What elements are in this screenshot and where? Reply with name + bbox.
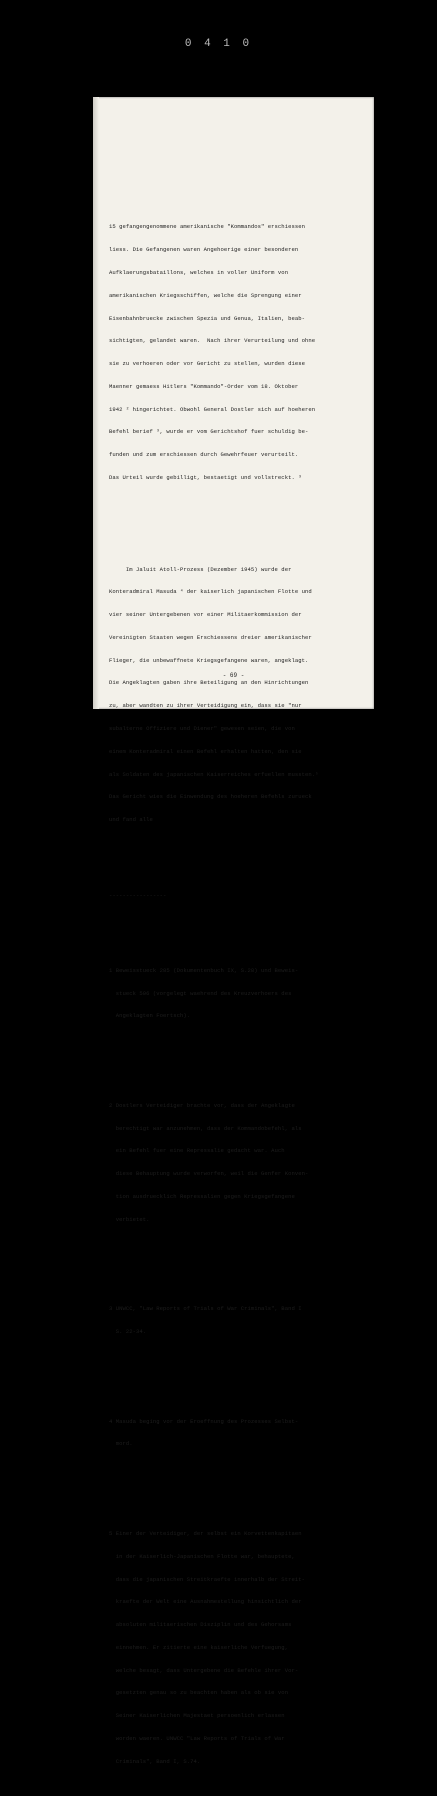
text-line: Im Jaluit Atoll-Prozess (Dezember 1945) wurde der [109,565,292,573]
text-line: vier seiner Untergebenen vor einer Militaerkommission der [109,611,302,619]
text-line: 2 Dostlers Verteidiger brachte vor, dass der Angeklagte [109,1101,295,1109]
text-line: 3 UNWCC, "Law Reports of Trials of War Criminals", Band I [109,1305,302,1313]
text-line: Flieger, die unbewaffnete Kriegsgefangene waren, angeklagt. [109,656,309,664]
text-line: zu, aber wandten zu ihrer Verteidigung ein, dass sie "nur [109,702,302,710]
text-line: amerikanischen Kriegsschiffen, welche die Sprengung einer [109,291,302,299]
text-line: 1 Beweisstueck 285 (Dokumentenbuch IX, S.28) und Beweis- [109,966,299,974]
text-line: sie zu verhoeren oder vor Gericht zu stellen, wurden diese [109,360,305,368]
text-line: 1942 ² hingerichtet. Obwohl General Dostler sich auf hoeheren [109,405,316,413]
footnote-4 [109,1402,364,1463]
text-line: Das Gericht wies die Einwendung des hoeheren Befehls zurueck [109,793,312,801]
text-line: absoluten militaerischen Disziplin und des Gehorsams [109,1621,292,1629]
text-line: gesetzten genau so zu beachten haben als ob sie von [109,1689,289,1697]
text-line: Seiner Kaiserlichen Majestaet persoenlich erlassen [109,1712,285,1720]
text-line: in der Kaiserlich-Japanischen Flotte war, behauptete, [109,1552,295,1560]
text-line: Criminals", Band I, S.74. [109,1757,201,1765]
text-line: funden und zum erschiessen durch Gewehrfeuer verurteilt. [109,451,299,459]
text-line: worden waeren. UNWCC "Law Reports of Trials of War [109,1734,285,1742]
text-line: kraefte der Welt eine Ausnahmestellung hinsichtlich der [109,1598,302,1606]
text-line: verbietet. [109,1215,150,1223]
text-line: diese Behauptung wurde verworfen, weil die Genfer Konven- [109,1170,309,1178]
text-line: ein Befehl fuer eine Repressalie gedacht war. Auch [109,1147,285,1155]
text-line: 5 Einer der Verteidiger, der selbst ein Korvettenkapitaen [109,1529,302,1537]
text-line: 4 Masuda beging vor der Eroeffnung des Prozesses Selbst- [109,1417,299,1425]
paragraph-jaluit-atoll-case [109,550,364,839]
text-line: mord. [109,1440,133,1448]
text-line: Befehl berief ³, wurde er vom Gerichtshof fuer schuldig be- [109,428,309,436]
paragraph-dostler-case [109,208,364,497]
footnote-2 [109,1087,364,1239]
footnote-1 [109,952,364,1036]
text-line: sichtigten, gelandet waren. Nach ihrer Verurteilung und ohne [109,337,316,345]
text-line: dass die japanischen Streitkraefte innerhalb der Streit- [109,1575,305,1583]
text-line: und fand alle [109,816,153,824]
text-line: als Soldaten des japanischen Kaiserreiches erfuellen mussten.⁵ [109,770,319,778]
text-line: Maenner gemaess Hitlers "Kommando"-Order vom 18. Oktober [109,382,299,390]
text-line: berechtigt war anzunehmen, dass der Kommandobefehl, als [109,1124,302,1132]
document-page [93,97,374,1765]
text-line: Angeklagten Foertsch). [109,1012,191,1020]
text-line: subalterne Offiziere und Diener" gewesen seien, die von [109,724,295,732]
footnote-divider: ----------------- [109,892,167,900]
text-line: liess. Die Gefangenen waren Angehoerige einer besonderen [109,246,299,254]
text-line: Eisenbahnbruecke zwischen Spezia und Genua, Italien, beab- [109,314,305,322]
text-line: einnehmen. Er zitierte eine kaiserliche Verfuegung, [109,1643,289,1651]
text-line: tion ausdruecklich Repressalien gegen Kriegsgefangene [109,1193,295,1200]
page-number: - 69 - [222,672,245,679]
text-line: Die Angeklagten gaben ihre Beteiligung an den Hinrichtungen [109,679,309,687]
text-line: welche besagt, dass Untergebene die Befehle ihrer Vor- [109,1666,299,1674]
text-line: Konteradmiral Masuda ⁴ der kaiserlich japanischen Flotte und [109,588,312,596]
footnote-5 [109,1515,364,1781]
text-line: stueck 506 (vorgelegt waehrend des Kreuzverhoers des [109,989,292,997]
text-line: 15 gefangengenommene amerikanische "Kommandos" erschiessen [109,223,305,231]
microfilm-frame-number: 0 4 1 0 [184,38,253,50]
page-text [109,193,364,1796]
text-line: einem Konteradmiral einen Befehl erhalten hatten, den sie [109,747,302,755]
text-line: Das Urteil wurde gebilligt, bestaetigt und vollstreckt. ³ [109,473,302,481]
text-line: Vereinigten Staaten wegen Erschiessens dreier amerikanischer [109,633,312,641]
text-line: S. 22-34. [109,1328,147,1336]
text-line: Aufklaerungsbataillons, welches in voller Uniform von [109,268,289,276]
page-edge-shadow [93,97,99,709]
footnote-3 [109,1290,364,1351]
